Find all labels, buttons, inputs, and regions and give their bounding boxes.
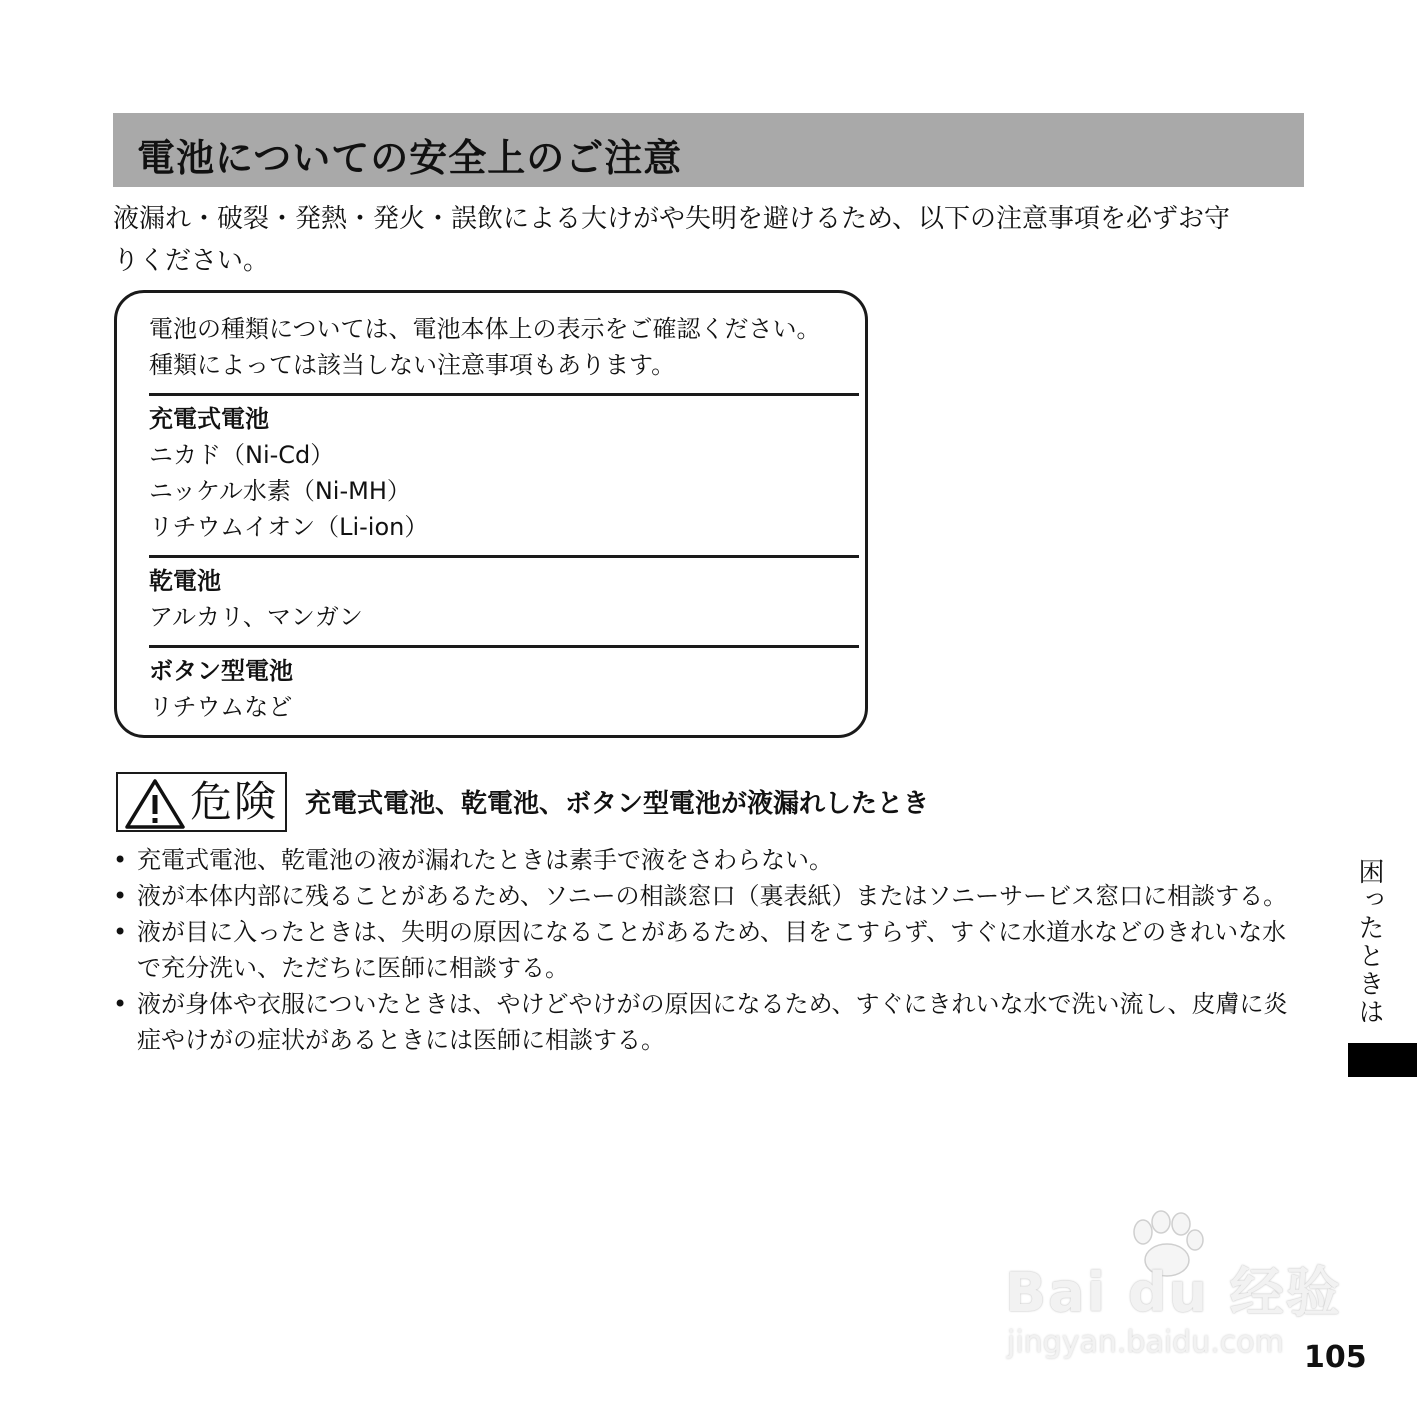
battery-types-box — [114, 290, 868, 738]
section-heading: 乾電池 — [149, 567, 221, 595]
list-item: • 充電式電池、乾電池の液が漏れたときは素手で液をさわらない。 — [113, 842, 1303, 878]
divider — [149, 645, 859, 648]
intro-line-1: 液漏れ・破裂・発熱・発火・誤飲による大けがや失明を避けるため、以下の注意事項を必ずお守 — [113, 204, 1230, 234]
chapter-tab-label: 困ったときは — [1354, 858, 1384, 1026]
section-title-bar — [113, 113, 1304, 187]
section-heading: ボタン型電池 — [149, 657, 293, 685]
list-item: アルカリ、マンガン — [149, 603, 363, 631]
section-heading: 充電式電池 — [149, 405, 269, 433]
divider — [149, 555, 859, 558]
danger-badge — [116, 772, 287, 832]
battery-types-note — [149, 311, 821, 383]
danger-heading: 充電式電池、乾電池、ボタン型電池が液漏れしたとき — [305, 789, 930, 819]
watermark-logo: Bai du 经验 — [1005, 1261, 1342, 1324]
list-item: • 液が身体や衣服についたときは、やけどやけがの原因になるため、すぐにきれいな水で洗い流し、皮膚に炎症やけがの症状があるときには医師に相談する。 — [113, 986, 1303, 1058]
section-rechargeable — [149, 401, 428, 545]
list-item: リチウムイオン（Li-ion） — [149, 513, 429, 541]
intro-paragraph — [113, 198, 1313, 282]
section-button-cell — [149, 653, 293, 725]
list-item: ニカド（Ni-Cd） — [149, 441, 335, 469]
section-dry-cell — [149, 563, 363, 635]
chapter-tab-marker — [1348, 1043, 1417, 1077]
warning-triangle-icon — [124, 778, 186, 830]
list-item: • 液が目に入ったときは、失明の原因になることがあるため、目をこすらず、すぐに水道水などのきれいな水で充分洗い、ただちに医師に相談する。 — [113, 914, 1303, 986]
precaution-list — [113, 842, 1303, 1058]
list-item: ニッケル水素（Ni-MH） — [149, 477, 411, 505]
page-number: 105 — [1304, 1340, 1367, 1375]
page-title: 電池についての安全上のご注意 — [137, 136, 683, 180]
list-item: リチウムなど — [149, 693, 293, 721]
note-line-1: 電池の種類については、電池本体上の表示をご確認ください。 — [149, 315, 821, 343]
intro-line-2: りください。 — [113, 246, 270, 276]
note-line-2: 種類によっては該当しない注意事項もあります。 — [149, 351, 676, 379]
list-item: • 液が本体内部に残ることがあるため、ソニーの相談窓口（裏表紙）またはソニーサービス窓口に相談する。 — [113, 878, 1303, 914]
watermark-url: jingyan.baidu.com — [1007, 1325, 1284, 1360]
danger-label: 危険 — [190, 777, 279, 826]
divider — [149, 393, 859, 396]
